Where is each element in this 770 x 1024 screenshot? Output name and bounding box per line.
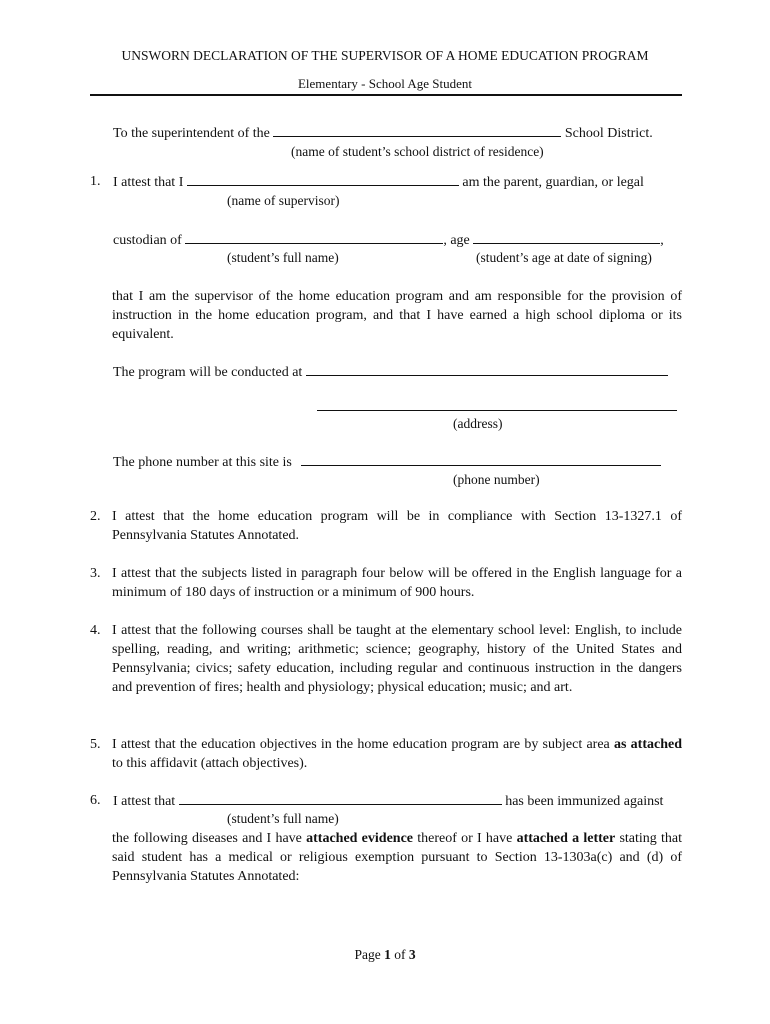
student-age-caption: (student’s age at date of signing) <box>476 250 652 265</box>
item-1-suffix: am the parent, guardian, or legal <box>462 175 644 190</box>
document-title: UNSWORN DECLARATION OF THE SUPERVISOR OF A HOME EDUCATION PROGRAM <box>121 48 649 63</box>
item-6-suffix: has been immunized against <box>505 794 664 809</box>
item-5-text <box>112 735 682 773</box>
item-1-number: 1. <box>90 174 101 189</box>
phone-prefix: The phone number at this site is <box>113 455 292 470</box>
age-suffix: , <box>660 233 664 248</box>
school-district-caption: (name of student’s school district of residence) <box>291 144 544 159</box>
address-caption: (address) <box>453 416 503 431</box>
item-5-number: 5. <box>90 737 101 752</box>
item-2-number: 2. <box>90 509 101 524</box>
item-6-text-c: stating that said student has a medical or religious exemption pursuant to Section 13-1303a(c) and (d) of Pennsylvania Statutes Annotated: <box>112 831 682 884</box>
page-current: 1 <box>384 947 391 962</box>
student-name-field[interactable] <box>185 230 443 244</box>
document-subtitle: Elementary - School Age Student <box>297 76 473 91</box>
item-6-bold-a: attached evidence <box>306 831 413 846</box>
student-age-field[interactable] <box>473 230 660 244</box>
phone-caption: (phone number) <box>453 472 540 487</box>
page-total: 3 <box>408 947 416 962</box>
school-district-field[interactable] <box>273 123 561 137</box>
item-6-line <box>113 791 663 811</box>
supervisor-statement: that I am the supervisor of the home education program and am responsible for the provision of instruction in the home education program, and that I have earned a high school diploma or its equivalent. <box>112 289 682 342</box>
item-1-prefix: I attest that I <box>113 175 184 190</box>
item-4-number: 4. <box>90 623 101 638</box>
item-5-bold: as attached <box>613 737 682 752</box>
item-4-text: I attest that the following courses shall be taught at the elementary school level: English, to include spelling, reading, and writing; arithmetic; science; geography, history of the United States and Pennsylvania; civics; safety education, including regular and continuous instruction in the dangers and prevention of fires; health and physiology; physical education; music; and art. <box>112 623 682 695</box>
program-location-line <box>113 362 668 382</box>
immunized-student-field[interactable] <box>179 791 502 805</box>
intro-line <box>113 123 653 143</box>
address-field-1[interactable] <box>306 362 668 376</box>
address-field-2[interactable] <box>317 397 677 411</box>
item-6-text <box>112 829 682 886</box>
address-line-2 <box>317 397 677 417</box>
supervisor-name-field[interactable] <box>187 172 459 186</box>
program-location-prefix: The program will be conducted at <box>113 365 303 380</box>
supervisor-caption: (name of supervisor) <box>227 193 340 208</box>
item-5-text-after: to this affidavit (attach objectives). <box>112 756 308 771</box>
item-6-text-b: thereof or I have <box>417 831 513 846</box>
item-2-text: I attest that the home education program will be in compliance with Section 13-1327.1 of Pennsylvania Statutes Annotated. <box>112 509 682 543</box>
page-word: Page <box>354 947 381 962</box>
item-3-text: I attest that the subjects listed in paragraph four below will be offered in the English language for a minimum of 180 days of instruction or a minimum of 900 hours. <box>112 566 682 600</box>
page-indicator <box>0 946 770 964</box>
student-name-caption: (student’s full name) <box>227 250 339 265</box>
item-5-text-before: I attest that the education objectives in the home education program are by subject area <box>112 737 610 752</box>
phone-line <box>113 452 661 472</box>
intro-prefix: To the superintendent of the <box>113 126 270 141</box>
item-6-bold-b: attached a letter <box>516 831 616 846</box>
item-1-line <box>113 172 644 192</box>
immunized-student-caption: (student’s full name) <box>227 811 339 826</box>
page-of-word: of <box>394 947 406 962</box>
item-3-number: 3. <box>90 566 101 581</box>
intro-suffix: School District. <box>564 126 653 141</box>
header-rule <box>90 94 682 96</box>
custodian-prefix: custodian of <box>113 233 182 248</box>
age-prefix: , age <box>443 233 470 248</box>
item-6-text-a: the following diseases and I have <box>112 831 302 846</box>
item-6-prefix: I attest that <box>113 794 176 809</box>
custodian-line <box>113 230 664 250</box>
item-6-number: 6. <box>90 793 101 808</box>
phone-field[interactable] <box>301 452 661 466</box>
